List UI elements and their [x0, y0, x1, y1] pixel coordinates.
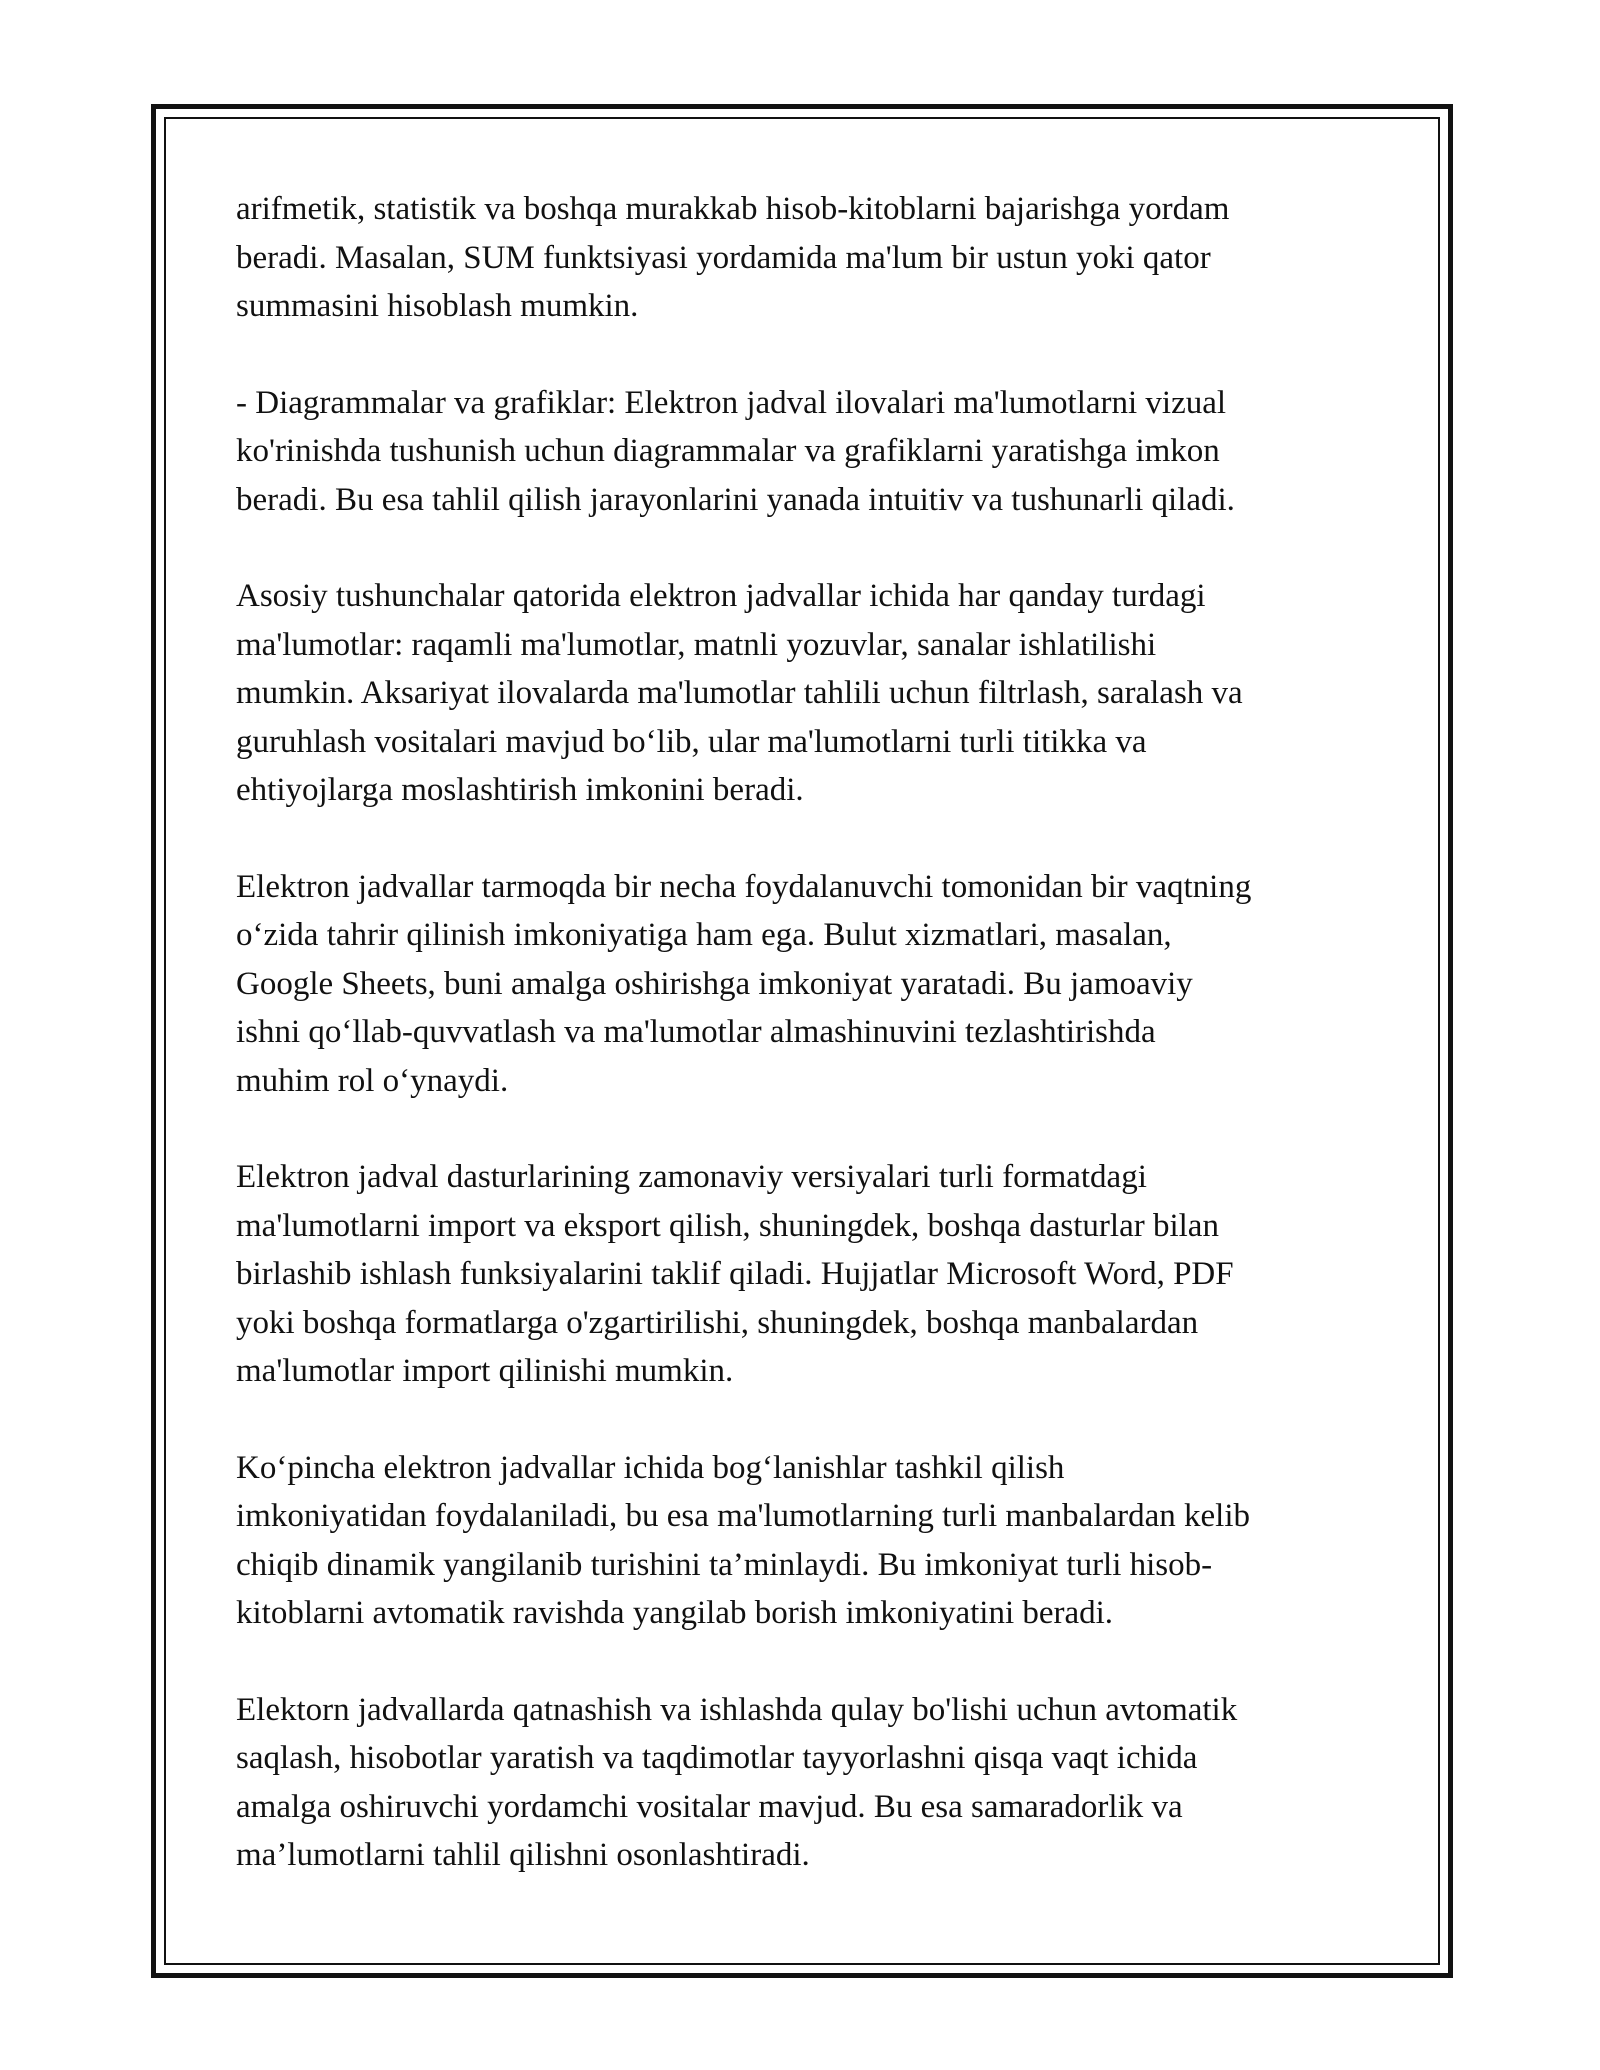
paragraph-1: arifmetik, statistik va boshqa murakkab hisob-kitoblarni bajarishga yordam beradi. Masalan, SUM funktsiyasi yordamida ma'lum bir ustun yoki qator summasini hisoblash mumkin.	[236, 191, 1230, 324]
paragraph-2: - Diagrammalar va grafiklar: Elektron jadval ilovalari ma'lumotlarni vizual ko'rinishda tushunish uchun diagrammalar va grafiklarni yaratishga imkon beradi. Bu esa tahlil qilish jarayonlarini yanada intuitiv va tushunarli qiladi.	[236, 384, 1235, 518]
paragraph-7: Elektorn jadvallarda qatnashish va ishlashda qulay bo'lishi uchun avtomatik saqlash, hisobotlar yaratish va taqdimotlar tayyorlashni qisqa vaqt ichida amalga oshiruvchi yordamchi vositalar mavjud. Bu esa samaradorlik va ma’lumotlarni tahlil qilishni osonlashtiradi.	[236, 1691, 1238, 1873]
paragraph-6: Ko‘pincha elektron jadvallar ichida bog‘lanishlar tashkil qilish imkoniyatidan foydalaniladi, bu esa ma'lumotlarning turli manbalardan kelib chiqib dinamik yangilanib turishini ta’minlaydi. Bu imkoniyat turli hisob- kitoblarni avtomatik ravishda yangilab borish imkoniyatini beradi.	[236, 1449, 1251, 1631]
paragraph-3: Asosiy tushunchalar qatorida elektron jadvallar ichida har qanday turdagi ma'lumotlar: raqamli ma'lumotlar, matnli yozuvlar, sanalar ishlatilishi mumkin. Aksariyat ilovalarda ma'lumotlar tahlili uchun filtrlash, saralash va guruhlash vositalari mavjud bo‘lib, ular ma'lumotlarni turli titikka va ehtiyojlarga moslashtirish imkonini beradi.	[236, 578, 1243, 808]
document-body	[236, 185, 1376, 1880]
paragraph-5: Elektron jadval dasturlarining zamonaviy versiyalari turli formatdagi ma'lumotlarni import va eksport qilish, shuningdek, boshqa dasturlar bilan birlashib ishlash funksiyalarini taklif qiladi. Hujjatlar Microsoft Word, PDF yoki boshqa formatlarga o'zgartirilishi, shuningdek, boshqa manbalardan ma'lumotlar import qilinishi mumkin.	[236, 1159, 1234, 1389]
paragraph-4: Elektron jadvallar tarmoqda bir necha foydalanuvchi tomonidan bir vaqtning o‘zida tahrir qilinish imkoniyatiga ham ega. Bulut xizmatlari, masalan, Google Sheets, buni amalga oshirishga imkoniyat yaratadi. Bu jamoaviy ishni qo‘llab-quvvatlash va ma'lumotlar almashinuvini tezlashtirishda muhim rol o‘ynaydi.	[236, 868, 1252, 1099]
